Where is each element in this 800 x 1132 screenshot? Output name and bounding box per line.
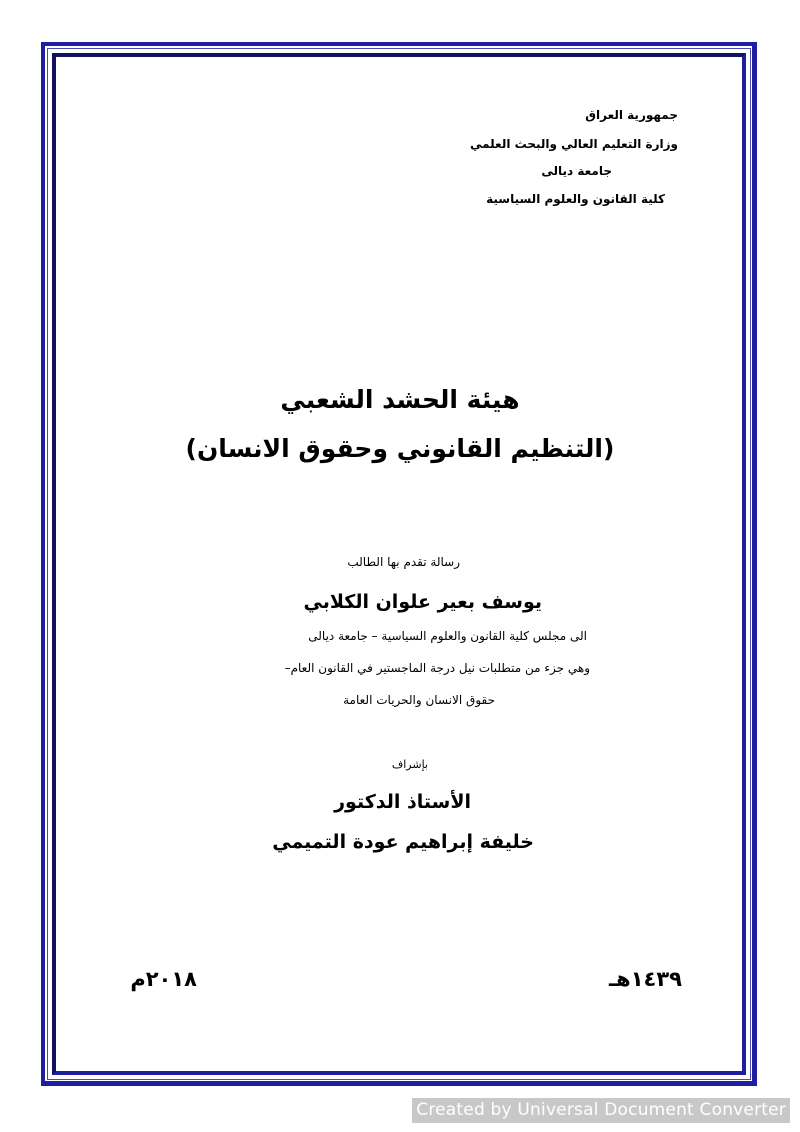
thesis-subtitle: (التنظيم القانوني وحقوق الانسان) [185,434,615,463]
republic-heading: جمهورية العراق [585,108,678,122]
submission-line-3: حقوق الانسان والحريات العامة [343,693,495,707]
supervisor-name: خليفة إبراهيم عودة التميمي [272,831,534,853]
university-heading: جامعة ديالى [541,164,612,178]
converter-watermark: Created by Universal Document Converter [412,1098,790,1123]
submission-intro: رسالة تقدم بها الطالب [347,555,460,569]
submission-line-2: وهي جزء من متطلبات نيل درجة الماجستير في القانون العام– [284,661,590,675]
college-heading: كلية القانون والعلوم السياسية [486,192,665,206]
thesis-title: هيئة الحشد الشعبي [280,385,520,414]
supervision-label: بإشراف [391,758,428,771]
gregorian-date: ٢٠١٨م [130,967,197,991]
submission-line-1: الى مجلس كلية القانون والعلوم السياسية – جامعة ديالى [308,629,587,643]
hijri-date: ١٤٣٩هـ [608,967,682,991]
student-name: يوسف بعير علوان الكلابي [303,591,542,613]
supervisor-rank: الأستاذ الدكتور [334,791,471,813]
ministry-heading: وزارة التعليم العالي والبحث العلمي [469,137,678,151]
